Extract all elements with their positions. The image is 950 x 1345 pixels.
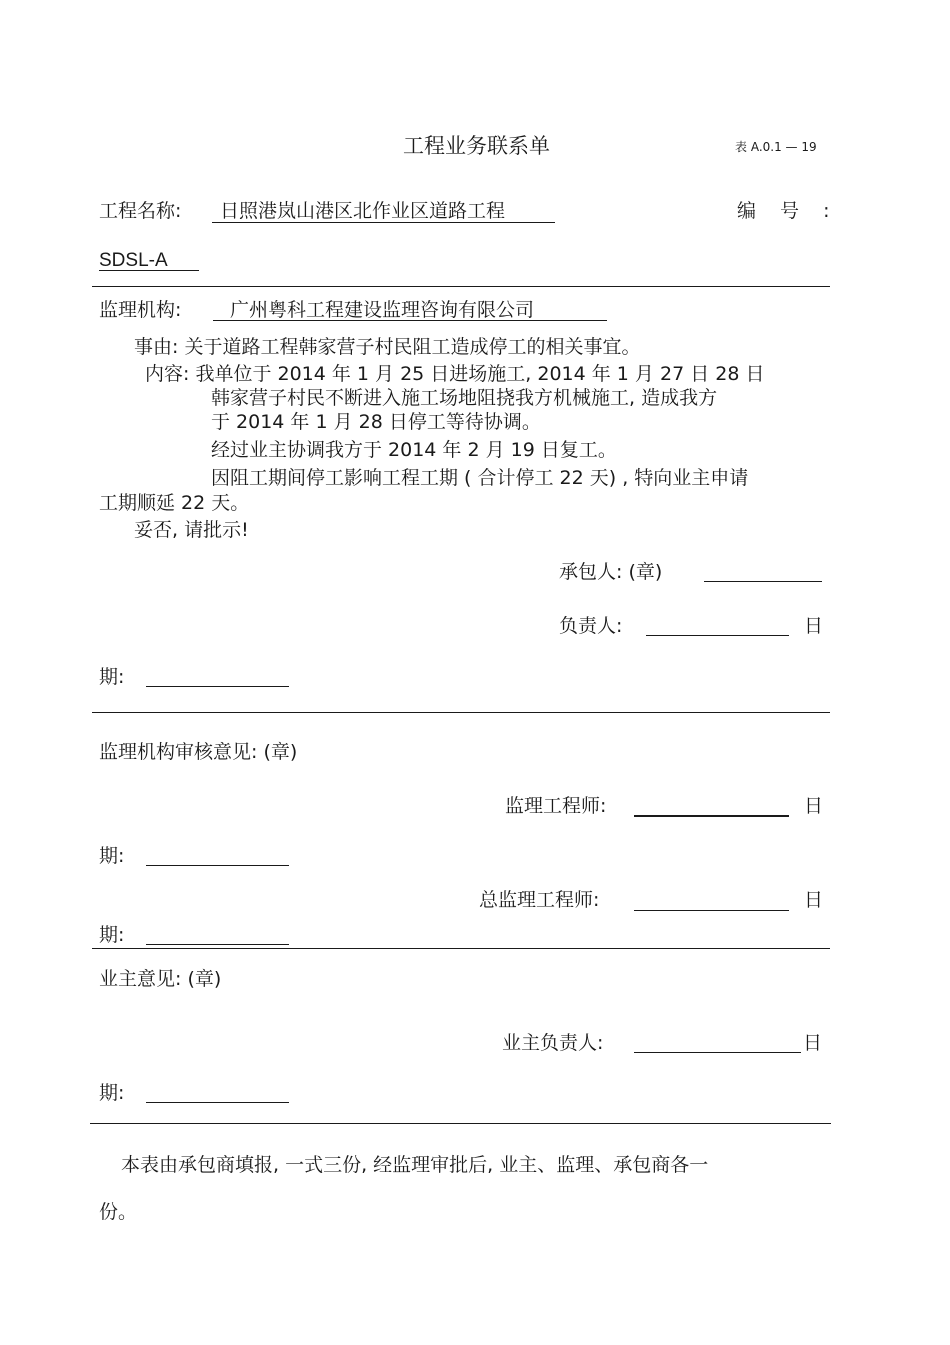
supervision-engineer-label: 监理工程师: — [505, 795, 607, 817]
content-line-3: 于 2014 年 1 月 28 日停工等待协调。 — [211, 411, 541, 433]
section-divider — [92, 286, 830, 287]
owner-date-2: 期: — [99, 1082, 125, 1104]
project-number-value: SDSL-A — [99, 250, 168, 271]
section-divider — [92, 712, 830, 713]
contractor-signature-line — [704, 581, 822, 582]
project-name-underline — [212, 222, 555, 223]
contractor-date-char-2: 期: — [99, 666, 125, 688]
contractor-responsible-label: 负责人: — [559, 615, 623, 637]
supervision-engineer-line — [634, 815, 789, 817]
chief-engineer-date-2: 期: — [99, 924, 125, 946]
chief-engineer-date-line — [146, 944, 289, 945]
chief-engineer-line — [634, 910, 789, 911]
chief-engineer-date-1: 日 — [804, 889, 824, 911]
subject-line: 事由: 关于道路工程韩家营子村民阻工造成停工的相关事宜。 — [134, 336, 641, 358]
supervisor-org-underline — [213, 320, 607, 321]
content-line-1: 内容: 我单位于 2014 年 1 月 25 日进场施工, 2014 年 1 月 27 日 28 日 — [145, 363, 765, 385]
chief-engineer-label: 总监理工程师: — [479, 889, 600, 911]
project-number-underline — [99, 270, 199, 271]
supervision-engineer-date-2: 期: — [99, 845, 125, 867]
section-divider — [92, 948, 830, 949]
owner-responsible-label: 业主负责人: — [502, 1032, 604, 1054]
form-title: 工程业务联系单 — [403, 134, 550, 158]
footer-note-line-1: 本表由承包商填报, 一式三份, 经监理审批后, 业主、监理、承包商各一 — [121, 1154, 709, 1176]
owner-responsible-line — [634, 1052, 801, 1053]
contractor-responsible-line — [646, 635, 789, 636]
form-code: 表 A.0.1 — 19 — [735, 140, 817, 154]
supervision-engineer-date-1: 日 — [804, 795, 824, 817]
content-line-7: 妥否, 请批示! — [134, 519, 249, 541]
supervisor-org-label: 监理机构: — [99, 299, 182, 321]
content-line-2: 韩家营子村民不断进入施工场地阻挠我方机械施工, 造成我方 — [211, 387, 718, 409]
contractor-date-char-1: 日 — [804, 615, 824, 637]
contractor-date-line — [146, 686, 289, 687]
section-divider — [90, 1123, 831, 1124]
supervisor-org-value: 广州粤科工程建设监理咨询有限公司 — [230, 299, 535, 321]
owner-date-line — [146, 1102, 289, 1103]
project-number-label: 编 号 : — [737, 200, 839, 222]
footer-note-line-2: 份。 — [99, 1201, 138, 1223]
owner-opinion-label: 业主意见: (章) — [99, 968, 222, 990]
content-line-4: 经过业主协调我方于 2014 年 2 月 19 日复工。 — [211, 439, 617, 461]
supervision-engineer-date-line — [146, 865, 289, 866]
supervision-review-label: 监理机构审核意见: (章) — [99, 741, 298, 763]
owner-date-1: 日 — [803, 1032, 823, 1054]
content-line-6: 工期顺延 22 天。 — [99, 492, 250, 514]
project-name-value: 日照港岚山港区北作业区道路工程 — [220, 200, 506, 222]
contractor-seal-label: 承包人: (章) — [559, 561, 663, 583]
project-name-label: 工程名称: — [99, 200, 182, 222]
content-line-5: 因阻工期间停工影响工程工期 ( 合计停工 22 天) , 特向业主申请 — [211, 467, 749, 489]
